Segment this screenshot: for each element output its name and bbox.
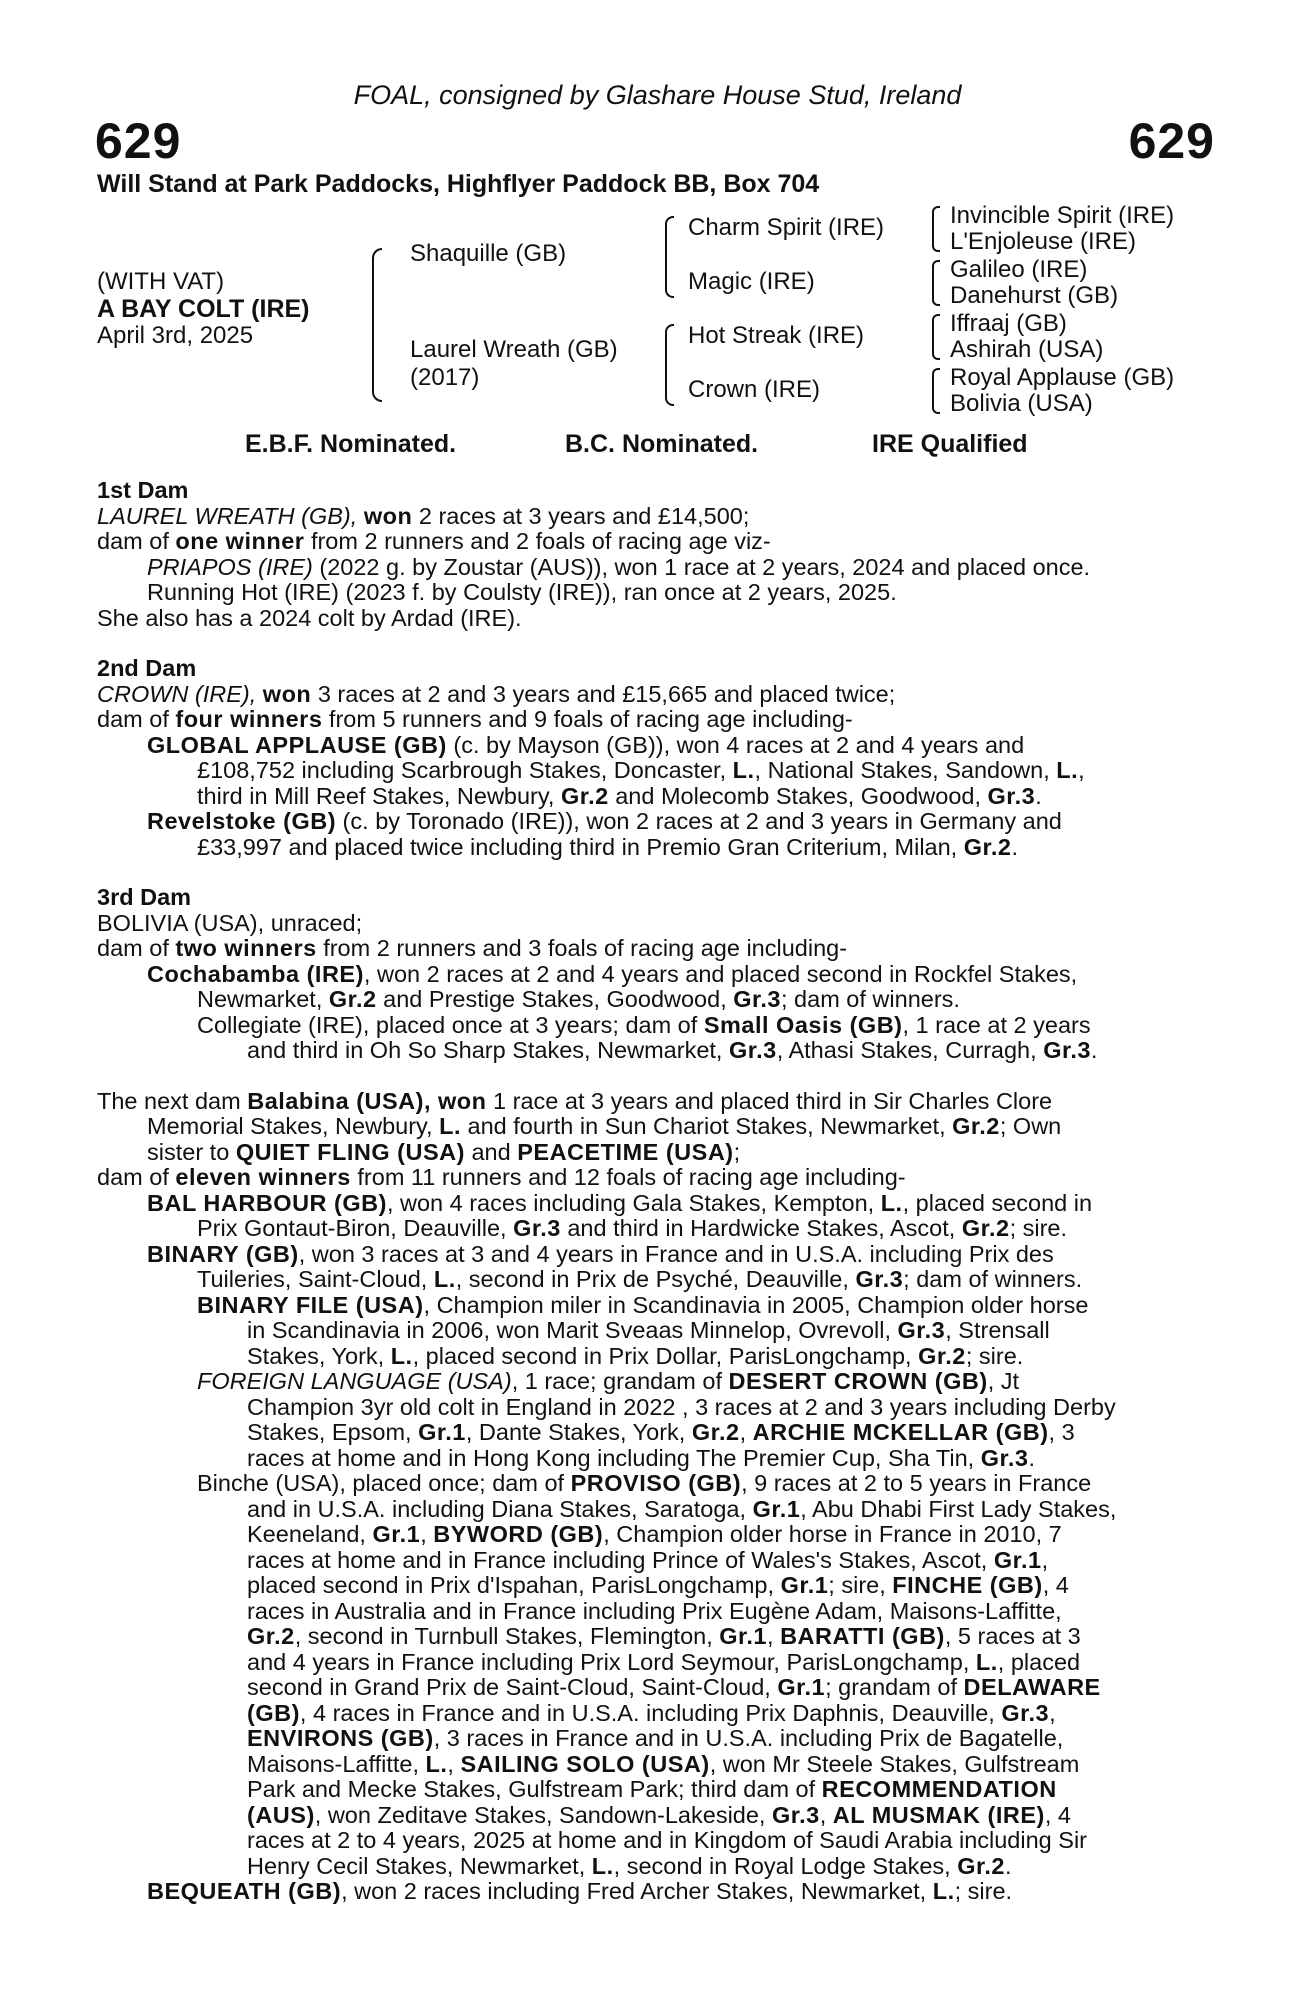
produce-line: in Scandinavia in 2006, won Marit Sveaas Minnelop, Ovrevoll, Gr.3, Strensall: [247, 1317, 1050, 1343]
lot-number-right: 629: [1128, 113, 1215, 169]
dam-line: BOLIVIA (USA), unraced;: [97, 909, 363, 936]
ancestor: Ashirah (USA): [950, 336, 1104, 363]
bc-nomination: B.C. Nominated.: [565, 430, 759, 458]
ancestor: Invincible Spirit (IRE): [950, 202, 1175, 229]
foaling-date: April 3rd, 2025: [97, 322, 254, 349]
produce-line: ENVIRONS (GB), 3 races in France and in U.S.A. including Prix de Bagatelle,: [247, 1725, 1064, 1751]
produce-line: and in U.S.A. including Diana Stakes, Saratoga, Gr.1, Abu Dhabi First Lady Stakes,: [247, 1495, 1117, 1522]
produce-line: races at 2 to 4 years, 2025 at home and in Kingdom of Saudi Arabia including Sir: [247, 1827, 1087, 1853]
grandsire-maternal: Hot Streak (IRE): [688, 322, 865, 349]
produce-line: BEQUEATH (GB), won 2 races including Fred Archer Stakes, Newmarket, L.; sire.: [147, 1878, 1013, 1904]
dam-line: sister to QUIET FLING (USA) and PEACETIME (USA);: [147, 1138, 741, 1165]
produce-line: second in Grand Prix de Saint-Cloud, Saint-Cloud, Gr.1; grandam of DELAWARE: [247, 1674, 1101, 1700]
first-dam-section: [97, 478, 1197, 631]
ancestor: Royal Applause (GB): [950, 364, 1175, 391]
produce-line: PRIAPOS (IRE) (2022 g. by Zoustar (AUS)), won 1 race at 2 years, 2024 and placed once.: [147, 553, 1091, 580]
produce-line: £108,752 including Scarbrough Stakes, Doncaster, L., National Stakes, Sandown, L.,: [197, 757, 1085, 783]
produce-line: (AUS), won Zeditave Stakes, Sandown-Lakeside, Gr.3, AL MUSMAK (IRE), 4: [247, 1801, 1071, 1828]
consignor-line: FOAL, consigned by Glashare House Stud, Ireland: [353, 80, 962, 110]
produce-line: (GB), 4 races in France and in U.S.A. including Prix Daphnis, Deauville, Gr.3,: [247, 1699, 1056, 1726]
produce-line: races at home and in France including Prince of Wales's Stakes, Ascot, Gr.1,: [247, 1546, 1049, 1573]
produce-line: BINARY FILE (USA), Champion miler in Scandinavia in 2005, Champion older horse: [197, 1291, 1089, 1318]
produce-line: races at home and in Hong Kong including The Premier Cup, Sha Tin, Gr.3.: [247, 1444, 1035, 1471]
pedigree-brace: [932, 206, 940, 252]
granddam-maternal: Crown (IRE): [688, 376, 821, 403]
produce-line: FOREIGN LANGUAGE (USA), 1 race; grandam of DESERT CROWN (GB), Jt: [197, 1368, 1020, 1394]
pedigree-brace: [665, 216, 674, 298]
produce-line: Stakes, Epsom, Gr.1, Dante Stakes, York, Gr.2, ARCHIE MCKELLAR (GB), 3: [247, 1419, 1075, 1445]
produce-line: She also has a 2024 colt by Ardad (IRE).: [97, 604, 522, 631]
produce-line: Revelstoke (GB) (c. by Toronado (IRE)), won 2 races at 2 and 3 years in Germany and: [147, 808, 1062, 834]
produce-line: Binche (USA), placed once; dam of PROVISO (GB), 9 races at 2 to 5 years in France: [197, 1470, 1092, 1496]
dam-line: dam of eleven winners from 11 runners and 12 foals of racing age including-: [97, 1164, 906, 1190]
sire: Shaquille (GB): [410, 240, 567, 267]
dam-line: dam of one winner from 2 runners and 2 foals of racing age viz-: [97, 528, 771, 554]
produce-line: Prix Gontaut-Biron, Deauville, Gr.3 and third in Hardwicke Stakes, Ascot, Gr.2; sire.: [197, 1215, 1068, 1241]
produce-line: Collegiate (IRE), placed once at 3 years; dam of Small Oasis (GB), 1 race at 2 years: [197, 1011, 1091, 1038]
produce-line: Stakes, York, L., placed second in Prix Dollar, ParisLongchamp, Gr.2; sire.: [247, 1342, 1024, 1369]
produce-line: Running Hot (IRE) (2023 f. by Coulsty (IRE)), ran once at 2 years, 2025.: [147, 579, 897, 605]
dam-line: dam of four winners from 5 runners and 9 foals of racing age including-: [97, 706, 853, 732]
ancestor: Bolivia (USA): [950, 390, 1093, 417]
dam-line: dam of two winners from 2 runners and 3 foals of racing age including-: [97, 935, 848, 961]
produce-line: races in Australia and in France including Prix Eugène Adam, Maisons-Laffitte,: [247, 1597, 1062, 1624]
pedigree-brace: [665, 324, 674, 406]
produce-line: Henry Cecil Stakes, Newmarket, L., second in Royal Lodge Stakes, Gr.2.: [247, 1852, 1012, 1879]
produce-line: and 4 years in France including Prix Lord Seymour, ParisLongchamp, L., placed: [247, 1648, 1081, 1675]
dam-year: (2017): [410, 364, 480, 391]
produce-line: Keeneland, Gr.1, BYWORD (GB), Champion older horse in France in 2010, 7: [247, 1521, 1062, 1547]
pedigree-brace: [932, 368, 940, 414]
pedigree-brace: [932, 260, 940, 306]
pedigree-brace: [932, 314, 940, 360]
second-dam-section: [97, 656, 1197, 860]
third-dam-section: [97, 885, 1197, 1064]
produce-line: third in Mill Reef Stakes, Newbury, Gr.2 and Molecomb Stakes, Goodwood, Gr.3.: [197, 782, 1042, 809]
produce-line: Cochabamba (IRE), won 2 races at 2 and 4 years and placed second in Rockfel Stakes,: [147, 960, 1078, 987]
fourth-dam-section: [97, 1089, 1197, 1905]
section-heading: 3rd Dam: [97, 884, 192, 910]
produce-line: £33,997 and placed twice including third in Premio Gran Criterium, Milan, Gr.2.: [197, 833, 1018, 860]
section-heading: 1st Dam: [97, 477, 189, 503]
granddam-paternal: Magic (IRE): [688, 268, 815, 295]
produce-line: Maisons-Laffitte, L., SAILING SOLO (USA), won Mr Steele Stakes, Gulfstream: [247, 1750, 1080, 1777]
produce-line: Gr.2, second in Turnbull Stakes, Flemington, Gr.1, BARATTI (GB), 5 races at 3: [247, 1623, 1081, 1649]
produce-line: BINARY (GB), won 3 races at 3 and 4 years in France and in U.S.A. including Prix des: [147, 1240, 1054, 1267]
grandsire-paternal: Charm Spirit (IRE): [688, 214, 885, 241]
ancestor: Iffraaj (GB): [950, 310, 1067, 337]
section-heading: 2nd Dam: [97, 655, 197, 681]
ancestor: L'Enjoleuse (IRE): [950, 228, 1136, 255]
ebf-nomination: E.B.F. Nominated.: [245, 430, 457, 458]
produce-line: Park and Mecke Stakes, Gulfstream Park; third dam of RECOMMENDATION: [247, 1776, 1057, 1802]
dam-line: CROWN (IRE), won 3 races at 2 and 3 years and £15,665 and placed twice;: [97, 680, 896, 707]
pedigree-brace: [372, 248, 382, 402]
produce-line: Champion 3yr old colt in England in 2022 , 3 races at 2 and 3 years including Derby: [247, 1393, 1116, 1420]
dam-line: The next dam Balabina (USA), won 1 race at 3 years and placed third in Sir Charles Clore: [97, 1087, 1053, 1114]
produce-line: GLOBAL APPLAUSE (GB) (c. by Mayson (GB)), won 4 races at 2 and 4 years and: [147, 731, 1025, 758]
vat-note: (WITH VAT): [97, 268, 225, 295]
produce-line: Tuileries, Saint-Cloud, L., second in Prix de Psyché, Deauville, Gr.3; dam of winners.: [197, 1266, 1083, 1292]
produce-line: and third in Oh So Sharp Stakes, Newmarket, Gr.3, Athasi Stakes, Curragh, Gr.3.: [247, 1037, 1098, 1063]
stabling-location: Will Stand at Park Paddocks, Highflyer Paddock BB, Box 704: [97, 170, 820, 198]
horse-name: A BAY COLT (IRE): [97, 295, 310, 323]
produce-record: [97, 478, 1197, 1930]
produce-line: placed second in Prix d'Ispahan, ParisLongchamp, Gr.1; sire, FINCHE (GB), 4: [247, 1572, 1069, 1598]
dam-line: Memorial Stakes, Newbury, L. and fourth in Sun Chariot Stakes, Newmarket, Gr.2; Own: [147, 1113, 1062, 1139]
produce-line: Newmarket, Gr.2 and Prestige Stakes, Goodwood, Gr.3; dam of winners.: [197, 986, 960, 1012]
ancestor: Galileo (IRE): [950, 256, 1088, 283]
dam-line: LAUREL WREATH (GB), won 2 races at 3 years and £14,500;: [97, 502, 750, 529]
ancestor: Danehurst (GB): [950, 282, 1119, 309]
ire-qualification: IRE Qualified: [872, 430, 1028, 458]
produce-line: BAL HARBOUR (GB), won 4 races including Gala Stakes, Kempton, L., placed second in: [147, 1189, 1093, 1216]
lot-number-left: 629: [95, 113, 182, 169]
dam: Laurel Wreath (GB): [410, 336, 618, 363]
